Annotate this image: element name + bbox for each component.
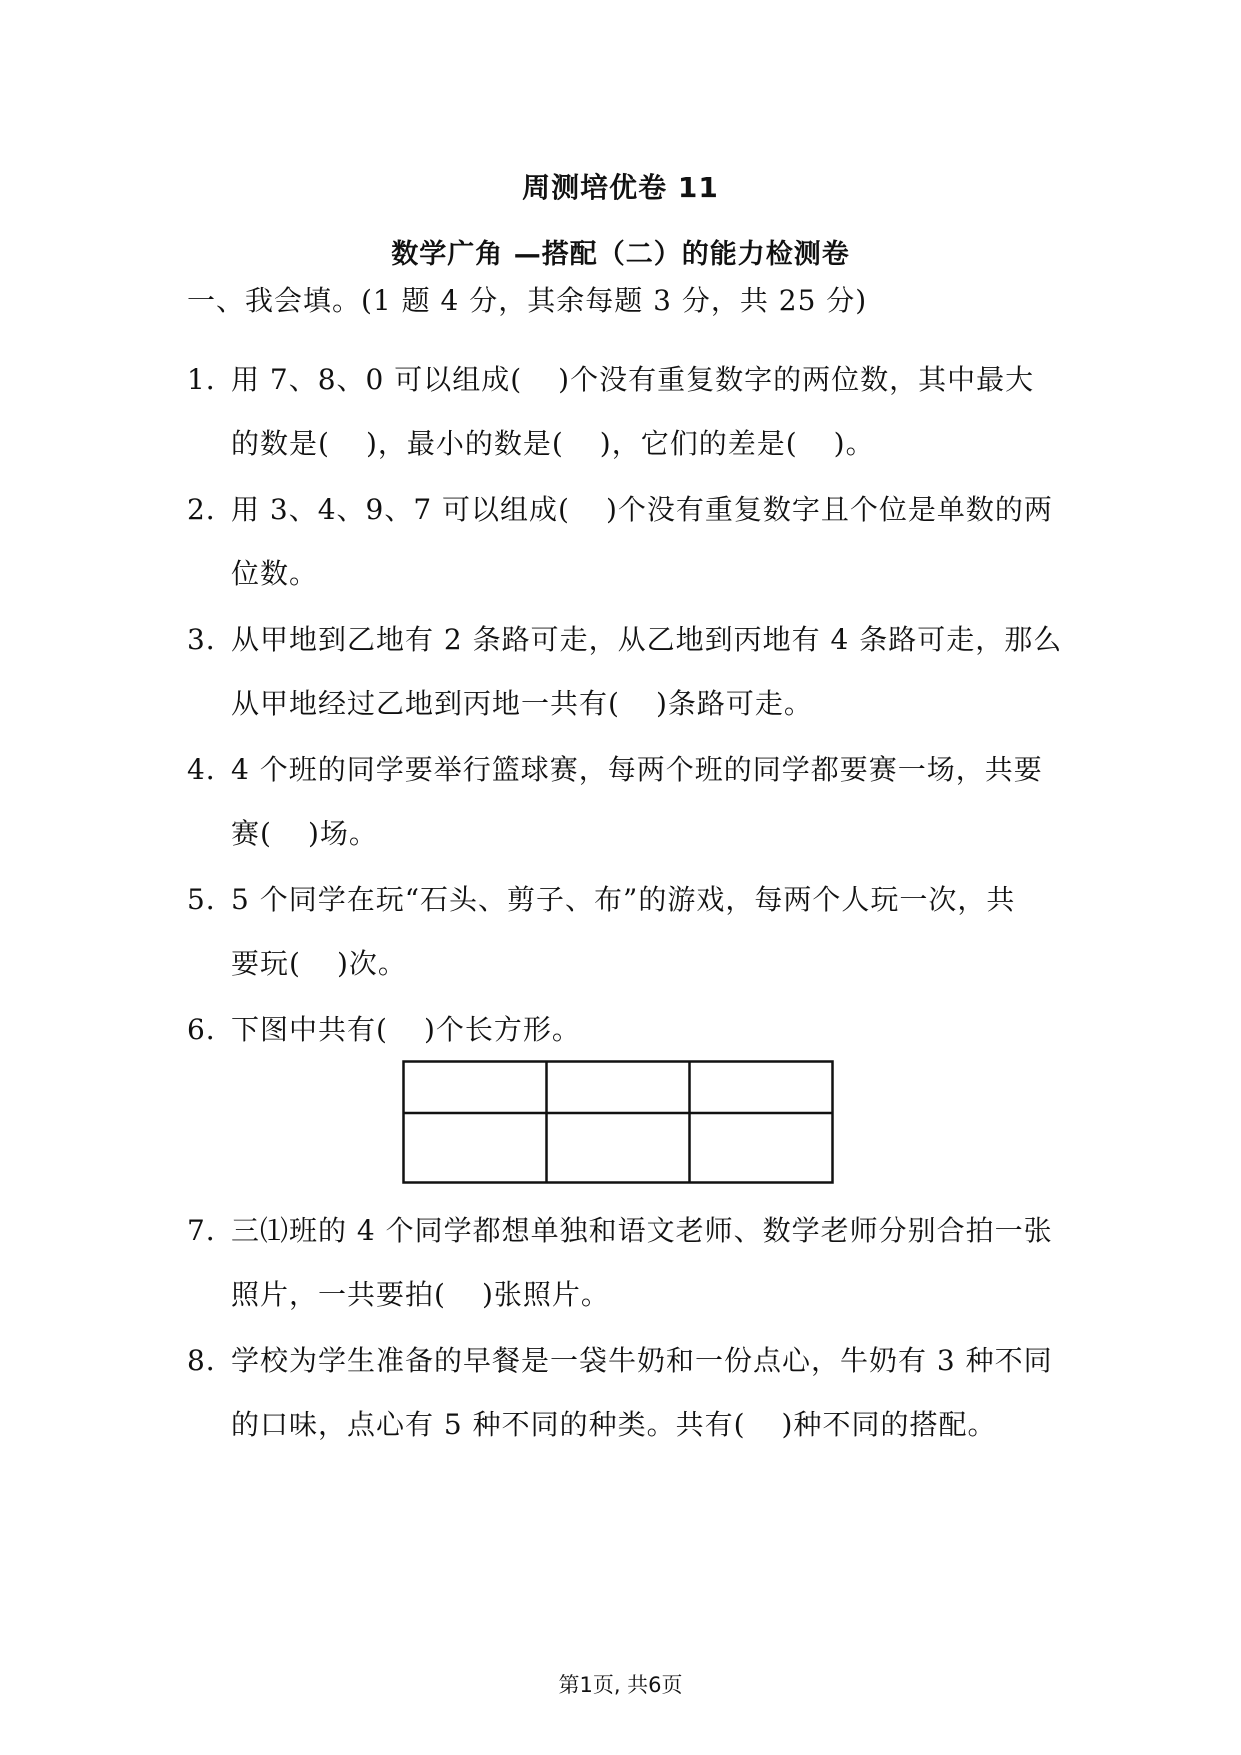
question-number: 8．: [187, 1344, 235, 1377]
question-3-line-1: 3．从甲地到乙地有 2 条路可走，从乙地到丙地有 4 条路可走，那么: [187, 620, 1062, 660]
question-2-line-1: 2．用 3、4、9、7 可以组成( )个没有重复数字且个位是单数的两: [187, 490, 1053, 530]
worksheet-title: 周测培优卷 11: [522, 171, 719, 204]
question-4-line-2: 赛( )场。: [231, 817, 378, 850]
question-1-line-2: 的数是( )，最小的数是( )，它们的差是( )。: [231, 427, 875, 460]
question-number: 6．: [187, 1013, 235, 1046]
grid-outer-border: [404, 1062, 833, 1183]
question-7-line-1: 7．三⑴班的 4 个同学都想单独和语文老师、数学老师分别合拍一张: [187, 1211, 1053, 1251]
question-7-line-2: 照片，一共要拍( )张照片。: [231, 1278, 610, 1311]
question-number: 4．: [187, 753, 235, 786]
question-number: 2．: [187, 493, 235, 526]
question-number: 1．: [187, 363, 235, 396]
question-3-line-2: 从甲地经过乙地到丙地一共有( )条路可走。: [231, 687, 813, 720]
page-number: 第1页, 共6页: [558, 1673, 683, 1697]
section-heading: 一、我会填。(1 题 4 分，其余每题 3 分，共 25 分): [187, 284, 868, 317]
worksheet-subtitle: 数学广角 —搭配（二）的能力检测卷: [391, 239, 850, 270]
question-number: 7．: [187, 1214, 235, 1247]
question-5-line-2: 要玩( )次。: [231, 947, 407, 980]
rectangle-grid-figure: [402, 1060, 834, 1184]
question-6-line-1: 6．下图中共有( )个长方形。: [187, 1010, 581, 1050]
question-5-line-1: 5．5 个同学在玩“石头、剪子、布”的游戏，每两个人玩一次，共: [187, 880, 1015, 920]
question-2-line-2: 位数。: [231, 557, 319, 590]
question-1-line-1: 1．用 7、8、0 可以组成( )个没有重复数字的两位数，其中最大: [187, 360, 1034, 400]
question-number: 3．: [187, 623, 235, 656]
question-4-line-1: 4．4 个班的同学要举行篮球赛，每两个班的同学都要赛一场，共要: [187, 750, 1043, 790]
question-8-line-2: 的口味，点心有 5 种不同的种类。共有( )种不同的搭配。: [231, 1408, 997, 1441]
question-8-line-1: 8．学校为学生准备的早餐是一袋牛奶和一份点心，牛奶有 3 种不同: [187, 1341, 1053, 1381]
question-number: 5．: [187, 883, 235, 916]
